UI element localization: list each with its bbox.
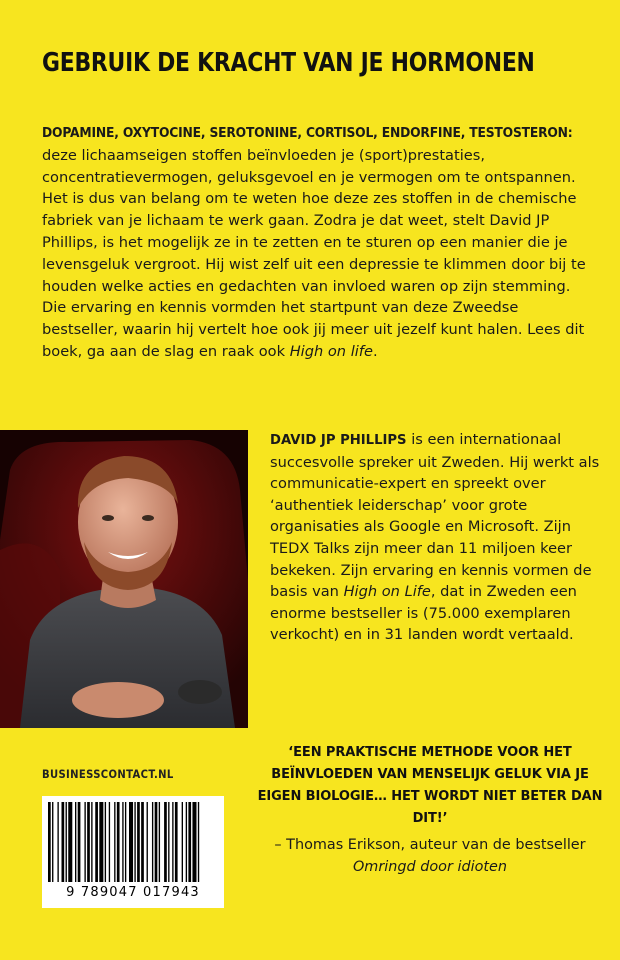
barcode-bar <box>109 802 110 882</box>
attribution-line: – Thomas Erikson, auteur van de bestseller <box>274 837 586 853</box>
barcode-bar <box>175 802 178 882</box>
author-name: DAVID JP PHILLIPS <box>270 433 407 448</box>
author-portrait-illustration <box>0 430 248 728</box>
barcode-bar <box>152 802 153 882</box>
barcode-bar <box>129 802 133 882</box>
barcode-bar <box>182 802 183 882</box>
attribution-book-title: Omringd door idioten <box>352 859 507 875</box>
barcode-bar <box>137 802 140 882</box>
barcode-bar <box>192 802 196 882</box>
barcode-bar <box>52 802 53 882</box>
barcode-bar <box>172 802 173 882</box>
hormones-list: DOPAMINE, OXYTOCINE, SEROTONINE, CORTISOL, ENDORFINE, TESTOSTERON: <box>42 126 573 141</box>
bio-text: is een internationaal succesvolle spreker uit Zweden. Hij werkt als communicatie-expert en spreekt over ‘authentiek leiderschap’ voor grote organisaties als Google en Microsoft. Zijn TEDX Talks zijn meer dan 11 miljoen keer bekeken. Zijn ervaring en kennis vormen de basis van <box>270 431 600 601</box>
barcode-bar <box>114 802 115 882</box>
publisher-website[interactable]: BUSINESSCONTACT.NL <box>42 767 174 781</box>
barcode-bar <box>105 802 106 882</box>
barcode-bar <box>125 802 126 882</box>
barcode-bar <box>99 802 103 882</box>
barcode-bar <box>68 802 72 882</box>
barcode-bar <box>188 802 191 882</box>
isbn-number: 9 789047 017943 <box>66 885 200 900</box>
barcode-bar <box>78 802 81 882</box>
barcode-bar <box>159 802 160 882</box>
barcode-bar <box>91 802 92 882</box>
barcode-bar <box>62 802 65 882</box>
barcode-bar <box>75 802 76 882</box>
barcode-bar <box>66 802 67 882</box>
author-bio <box>270 429 600 646</box>
book-blurb <box>42 122 590 363</box>
barcode-bar <box>155 802 158 882</box>
barcode-bar <box>134 802 135 882</box>
barcode-bar <box>122 802 123 882</box>
barcode-bar <box>164 802 167 882</box>
barcode-bars <box>42 796 224 886</box>
barcode-bar <box>198 802 199 882</box>
bio-book-title: High on Life <box>343 583 431 601</box>
blurb-end: . <box>372 342 378 360</box>
isbn-barcode <box>42 796 224 908</box>
author-photo <box>0 430 248 728</box>
quote-attribution <box>255 834 605 878</box>
barcode-bar <box>84 802 85 882</box>
bio-text-end: , dat in Zweden een enorme bestseller is (75.000 exemplaren verkocht) en in 31 landen wordt vertaald. <box>270 583 577 644</box>
barcode-bar <box>147 802 148 882</box>
barcode-bar <box>168 802 169 882</box>
barcode-bar <box>57 802 58 882</box>
barcode-bar <box>186 802 187 882</box>
back-cover-heading: GEBRUIK DE KRACHT VAN JE HORMONEN <box>42 48 535 78</box>
endorsement-quote: ‘EEN PRAKTISCHE METHODE VOOR HET BEÏNVLOEDEN VAN MENSELIJK GELUK VIA JE EIGEN BIOLOGIE… HET WORDT NIET BETER DAN DIT!’ <box>257 745 603 826</box>
barcode-bar <box>95 802 98 882</box>
barcode-bar <box>87 802 90 882</box>
blurb-text: deze lichaamseigen stoffen beïnvloeden je (sport)prestaties, concentratievermogen, geluksgevoel en je vermogen om te ontspannen. Het is dus van belang om te weten hoe deze zes stoffen in de chemische fabriek van je lichaam te werk gaan. Zodra je dat weet, stelt David JP Phillips, is het mogelijk ze in te zetten en te sturen op een manier die je levensgeluk vergroot. Hij wist zelf uit een depressie te klimmen door bij te houden welke acties en gedachten van invloed waren op zijn stemming. Die ervaring en kennis vormden het startpunt van deze Zweedse bestseller, waarin hij vertelt hoe ook jij meer uit jezelf kunt halen. Lees dit boek, ga aan de slag en raak ook <box>42 146 586 360</box>
blurb-book-title: High on life <box>289 342 373 360</box>
barcode-bar <box>141 802 144 882</box>
barcode-bar <box>117 802 120 882</box>
barcode-bar <box>48 802 51 882</box>
